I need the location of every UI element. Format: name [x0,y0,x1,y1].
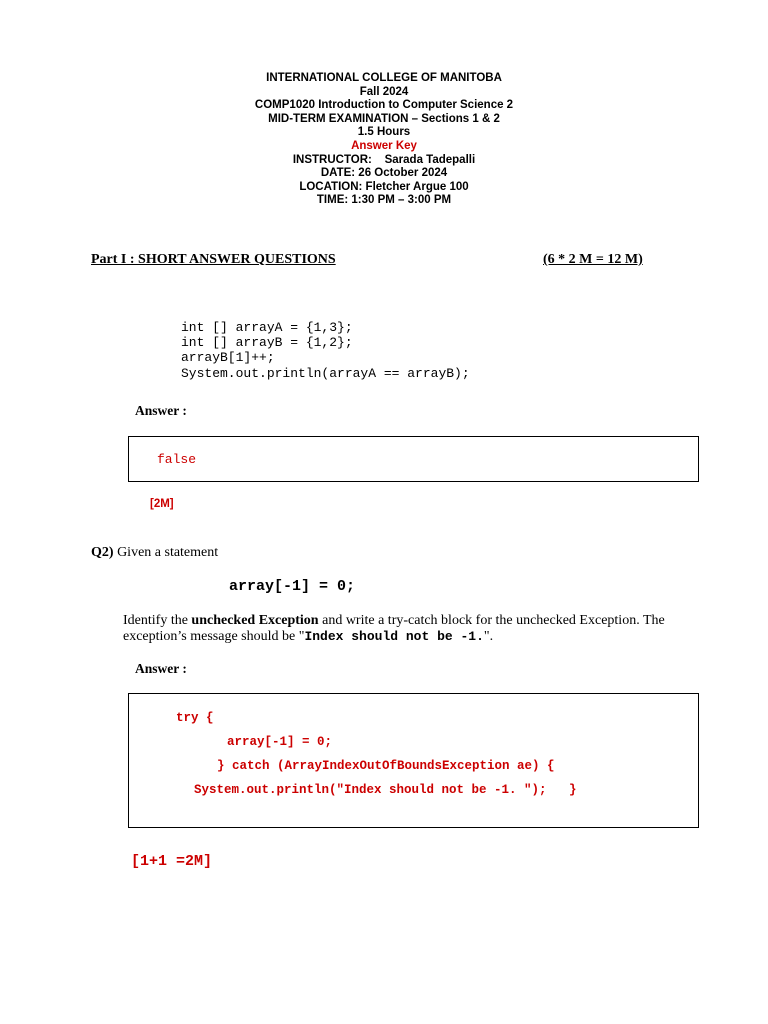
q2-number: Q2) [91,545,114,560]
q1-answer: false [157,452,197,467]
q2-para-bold: unchecked Exception [191,613,319,628]
exam-date: DATE: 26 October 2024 [320,167,448,180]
q2-code-line: try { [176,711,214,725]
q1-answer-label: Answer : [135,403,187,418]
code-line: arrayB[1]++; [181,350,275,366]
answer-key-label: Answer Key [351,139,417,152]
exam-location: LOCATION: Fletcher Argue 100 [299,180,469,193]
q2-code-line: array[-1] = 0; [227,735,333,749]
term: Fall 2024 [359,85,409,98]
q1-answer-box [128,436,699,482]
q2-para-text: ". [483,629,494,644]
code-line: int [] arrayA = {1,3}; [181,320,353,335]
q2-code-line: } catch (ArrayIndexOutOfBoundsException ae) { [217,759,555,773]
q1-marks: [2M] [150,498,174,510]
exam-header [0,72,768,208]
q2-para-text: Identify the [123,613,192,628]
q2-para-text: and write a try-catch block for the unchecked Exception. The exception’s message should be " [123,613,665,644]
q2-prompt [91,545,218,561]
q1-code [181,320,470,381]
q2-para-code: Index should not be -1. [304,629,484,644]
q2-answer-box [128,693,699,828]
exam-time: TIME: 1:30 PM – 3:00 PM [316,194,452,207]
q2-marks: [1+1 =2M] [131,853,213,870]
part-title: Part I : SHORT ANSWER QUESTIONS [91,252,336,267]
instructor: INSTRUCTOR: Sarada Tadepalli [292,153,476,166]
code-line: System.out.println(arrayA == arrayB); [181,365,470,381]
q2-code-line: System.out.println("Index should not be -1. "); } [194,783,577,797]
q2-instructions [123,613,683,645]
duration: 1.5 Hours [357,126,411,139]
q2-statement: array[-1] = 0; [229,578,356,595]
q2-prompt-text: Given a statement [113,545,219,560]
q2-answer-label: Answer : [135,661,187,676]
part-marks: (6 * 2 M = 12 M) [543,252,643,267]
course-title: COMP1020 Introduction to Computer Science 2 [254,99,514,112]
code-line: int [] arrayB = {1,2}; [181,335,353,351]
exam-title: MID-TERM EXAMINATION – Sections 1 & 2 [268,112,500,125]
college-name: INTERNATIONAL COLLEGE OF MANITOBA [266,72,502,84]
